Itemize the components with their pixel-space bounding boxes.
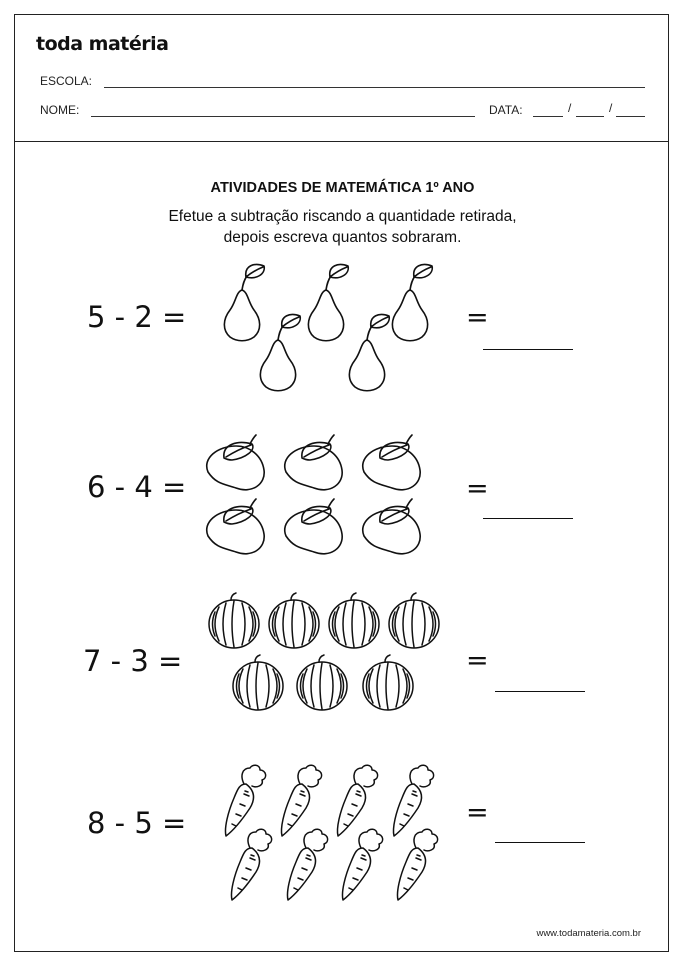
mango-icon [363, 435, 420, 490]
mango-icon [207, 499, 264, 554]
pear-icon [392, 264, 432, 340]
date-separator: / [568, 101, 572, 115]
instruction-line: Efetue a subtração riscando a quantidade retirada, [168, 208, 517, 225]
name-label: NOME: [40, 103, 80, 117]
problem-expression: 7 - 3 = [83, 644, 183, 678]
pear-icon [260, 314, 300, 390]
problem-expression: 6 - 4 = [87, 470, 187, 504]
pear-icon [224, 264, 264, 340]
school-label: ESCOLA: [40, 74, 93, 88]
mango-icon [285, 435, 342, 490]
carrot-icon [393, 765, 433, 836]
carrot-icon [225, 765, 265, 836]
carrot-icon [397, 829, 437, 900]
watermelon-icon [269, 593, 319, 648]
carrot-icon [231, 829, 271, 900]
watermelon-icon [209, 593, 259, 648]
equals-sign: = [466, 645, 489, 676]
equals-sign: = [466, 797, 489, 828]
equals-sign: = [466, 473, 489, 504]
footer-url: www.todamateria.com.br [536, 928, 641, 939]
watermelon-icon [363, 655, 413, 710]
watermelon-icon [297, 655, 347, 710]
instruction-line: depois escreva quantos sobraram. [223, 229, 462, 246]
problem-expression: 5 - 2 = [87, 300, 187, 334]
problem-expression: 8 - 5 = [87, 806, 187, 840]
mango-icon [285, 499, 342, 554]
watermelon-icon [233, 655, 283, 710]
date-label: DATA: [489, 103, 523, 117]
worksheet-title: ATIVIDADES DE MATEMÁTICA 1º ANO [210, 180, 475, 196]
carrot-icon [337, 765, 377, 836]
carrot-icon [342, 829, 382, 900]
pear-icon [308, 264, 348, 340]
date-separator: / [609, 101, 613, 115]
mango-icon [363, 499, 420, 554]
pear-icon [349, 314, 389, 390]
brand-logo: toda matéria [36, 33, 169, 55]
carrot-icon [281, 765, 321, 836]
equals-sign: = [466, 302, 489, 333]
watermelon-icon [329, 593, 379, 648]
mango-icon [207, 435, 264, 490]
carrot-icon [287, 829, 327, 900]
watermelon-icon [389, 593, 439, 648]
